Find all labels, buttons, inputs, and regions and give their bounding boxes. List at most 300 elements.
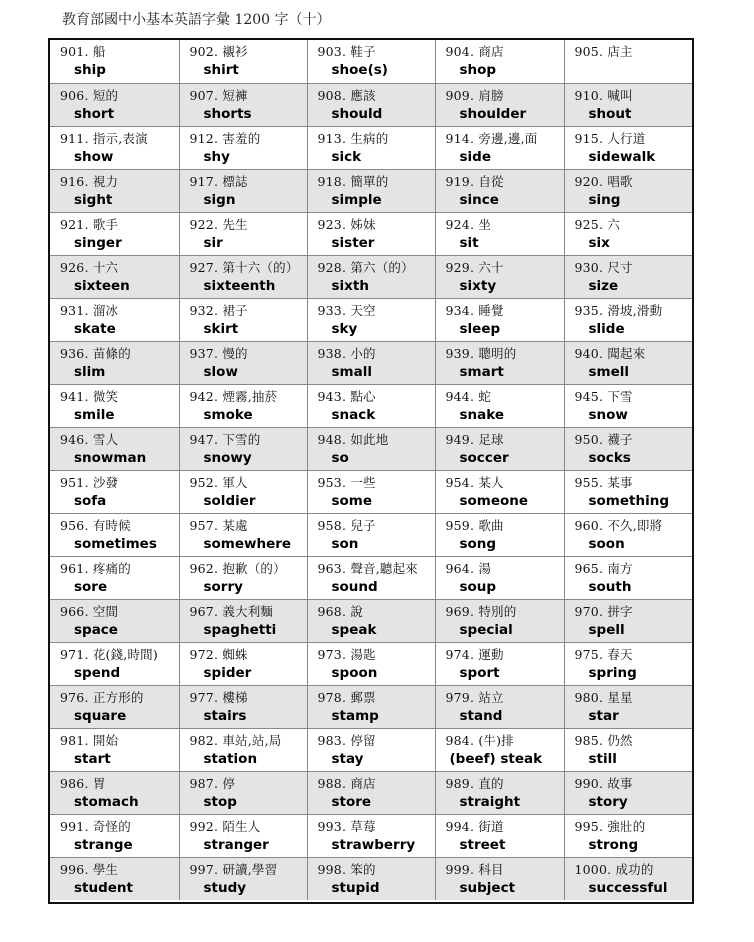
entry-number-and-meaning [436, 428, 564, 448]
entry-number: 980. [574, 689, 604, 705]
entry-number: 991. [60, 818, 89, 834]
chinese-meaning: 抱歉（的） [222, 560, 286, 576]
entry-number: 957. [189, 517, 219, 533]
chinese-meaning: 樓梯 [222, 689, 248, 705]
entry-number-and-meaning [180, 256, 307, 276]
english-word: stairs [203, 707, 247, 724]
entry-number-and-meaning [180, 514, 307, 534]
vocab-cell [564, 685, 692, 728]
english-word: sixth [331, 277, 369, 294]
chinese-meaning: 直的 [478, 775, 504, 791]
vocab-cell [307, 814, 435, 857]
english-word: sixteen [74, 277, 130, 294]
entry-number: 928. [317, 259, 347, 275]
entry-number: 970. [574, 603, 604, 619]
english-word: sir [203, 234, 223, 251]
entry-number-and-meaning [565, 385, 693, 405]
english-word: snake [459, 406, 505, 423]
entry-number-and-meaning [565, 600, 693, 620]
entry-number-and-meaning [436, 471, 564, 491]
english-word: size [588, 277, 619, 294]
vocab-cell [435, 169, 564, 212]
chinese-meaning: 六十 [478, 259, 504, 275]
entry-number-and-meaning [180, 127, 307, 147]
vocab-cell [564, 212, 692, 255]
entry-number: 941. [60, 388, 89, 404]
english-word: son [331, 535, 359, 552]
english-word: shirt [203, 62, 239, 78]
entry-number-and-meaning [308, 686, 435, 706]
english-word: soldier [203, 492, 256, 509]
vocab-cell [50, 341, 179, 384]
english-word: sore [74, 578, 108, 595]
vocab-cell [307, 642, 435, 685]
chinese-meaning: 停留 [350, 732, 376, 748]
entry-number-and-meaning [180, 858, 307, 878]
chinese-meaning: 空間 [92, 603, 119, 619]
entry-number: 929. [445, 259, 475, 275]
chinese-meaning: 蛇 [478, 388, 492, 404]
english-word: slow [203, 363, 238, 380]
english-word: sixty [459, 277, 497, 294]
entry-number: 986. [60, 775, 89, 791]
chinese-meaning: 生病的 [350, 130, 389, 146]
vocab-cell [50, 83, 179, 126]
vocab-row [50, 771, 692, 814]
chinese-meaning: 十六 [92, 259, 119, 275]
vocab-row [50, 513, 692, 556]
vocab-row [50, 427, 692, 470]
entry-number-and-meaning [50, 342, 179, 362]
vocab-cell [50, 40, 179, 83]
entry-number-and-meaning [180, 299, 307, 319]
english-word: square [74, 707, 127, 724]
entry-number-and-meaning [180, 815, 307, 835]
vocab-cell [435, 556, 564, 599]
vocab-cell [564, 126, 692, 169]
chinese-meaning: 微笑 [92, 388, 119, 404]
english-word: skirt [203, 320, 239, 337]
entry-number-and-meaning [180, 557, 307, 577]
vocab-cell [564, 298, 692, 341]
entry-number: 952. [189, 474, 219, 490]
entry-number-and-meaning [308, 858, 435, 878]
entry-number-and-meaning [436, 256, 564, 276]
chinese-meaning: 人行道 [607, 130, 646, 146]
entry-number: 992. [189, 818, 219, 834]
entry-number: 923. [317, 216, 347, 232]
entry-number: 918. [317, 173, 347, 189]
entry-number: 921. [60, 216, 89, 232]
entry-number: 903. [317, 44, 347, 59]
chinese-meaning: 說 [350, 603, 364, 619]
entry-number: 959. [445, 517, 475, 533]
entry-number: 974. [445, 646, 475, 662]
english-word: sport [459, 664, 500, 681]
entry-number: 965. [574, 560, 604, 576]
entry-number: 916. [60, 173, 89, 189]
chinese-meaning: 足球 [478, 431, 504, 447]
english-word: stranger [203, 836, 269, 853]
vocab-row [50, 556, 692, 599]
vocab-row [50, 255, 692, 298]
entry-number-and-meaning [180, 600, 307, 620]
chinese-meaning: 胃 [92, 775, 106, 791]
chinese-meaning: 襯衫 [222, 44, 248, 59]
vocab-cell [179, 728, 307, 771]
english-word: subject [459, 879, 516, 896]
vocab-cell [50, 212, 179, 255]
vocab-row [50, 814, 692, 857]
entry-number-and-meaning [436, 729, 564, 749]
entry-number-and-meaning [50, 858, 179, 878]
chinese-meaning: 聞起來 [607, 345, 646, 361]
entry-number: 926. [60, 259, 89, 275]
vocab-row [50, 857, 692, 900]
entry-number-and-meaning [436, 170, 564, 190]
chinese-meaning: 害羞的 [222, 130, 261, 146]
entry-number: 973. [317, 646, 347, 662]
english-word: stomach [74, 793, 139, 810]
entry-number-and-meaning [565, 127, 693, 147]
vocab-cell [50, 470, 179, 513]
entry-number-and-meaning [50, 84, 179, 104]
entry-number: 984. [445, 732, 475, 748]
entry-number: 968. [317, 603, 347, 619]
vocab-cell [435, 255, 564, 298]
english-word: star [588, 707, 619, 724]
vocab-cell [435, 83, 564, 126]
entry-number: 933. [317, 302, 347, 318]
chinese-meaning: 慢的 [222, 345, 248, 361]
entry-number-and-meaning [565, 170, 693, 190]
english-word: study [203, 879, 247, 896]
vocab-cell [564, 169, 692, 212]
english-word: soon [588, 535, 625, 552]
entry-number: 953. [317, 474, 347, 490]
english-word: strong [588, 836, 639, 853]
entry-number: 912. [189, 130, 219, 146]
chinese-meaning: 蜘蛛 [222, 646, 248, 662]
english-word: side [459, 148, 491, 165]
vocab-cell [307, 513, 435, 556]
english-word [565, 60, 693, 62]
entry-number: 907. [189, 87, 219, 103]
english-word: sing [588, 191, 621, 208]
entry-number-and-meaning [308, 170, 435, 190]
entry-number-and-meaning [308, 428, 435, 448]
entry-number: 913. [317, 130, 347, 146]
vocab-cell [307, 857, 435, 900]
vocab-cell [435, 771, 564, 814]
vocabulary-table [50, 40, 692, 900]
vocab-cell [564, 771, 692, 814]
chinese-meaning: 短褲 [222, 87, 248, 103]
vocab-cell [50, 857, 179, 900]
english-word: snowman [74, 449, 147, 466]
chinese-meaning: 自從 [478, 173, 504, 189]
entry-number-and-meaning [180, 213, 307, 233]
english-word: sky [331, 320, 358, 337]
vocab-cell [179, 599, 307, 642]
entry-number: 993. [317, 818, 347, 834]
entry-number-and-meaning [308, 385, 435, 405]
entry-number-and-meaning [308, 514, 435, 534]
entry-number-and-meaning [308, 815, 435, 835]
vocab-cell [307, 427, 435, 470]
entry-number: 979. [445, 689, 475, 705]
vocab-cell [564, 556, 692, 599]
entry-number: 972. [189, 646, 219, 662]
english-word: space [74, 621, 118, 638]
entry-number-and-meaning [180, 84, 307, 104]
english-word: singer [74, 234, 122, 251]
entry-number-and-meaning [50, 514, 179, 534]
chinese-meaning: 學生 [92, 861, 119, 877]
english-word: sound [331, 578, 378, 595]
vocab-cell [435, 642, 564, 685]
vocab-cell [179, 298, 307, 341]
english-word: smell [588, 363, 630, 380]
entry-number: 977. [189, 689, 219, 705]
entry-number: 925. [574, 216, 604, 232]
entry-number-and-meaning [180, 40, 307, 60]
chinese-meaning: 第六（的） [350, 259, 414, 275]
vocab-cell [435, 470, 564, 513]
english-word: short [74, 105, 115, 122]
english-word: street [459, 836, 506, 853]
vocab-cell [307, 771, 435, 814]
entry-number-and-meaning [565, 729, 693, 749]
entry-number: 944. [445, 388, 475, 404]
entry-number: 983. [317, 732, 347, 748]
english-word: strawberry [331, 836, 416, 853]
english-word: stay [331, 750, 364, 767]
chinese-meaning: 點心 [350, 388, 376, 404]
entry-number: 911. [60, 130, 89, 146]
entry-number-and-meaning [50, 428, 179, 448]
entry-number-and-meaning [50, 729, 179, 749]
entry-number: 975. [574, 646, 604, 662]
entry-number-and-meaning [180, 170, 307, 190]
vocab-cell [179, 341, 307, 384]
english-word: sleep [459, 320, 501, 337]
entry-number: 978. [317, 689, 347, 705]
chinese-meaning: 下雪 [607, 388, 633, 404]
chinese-meaning: 店主 [607, 44, 633, 59]
english-word: story [588, 793, 628, 810]
chinese-meaning: 軍人 [222, 474, 248, 490]
chinese-meaning: 標誌 [222, 173, 248, 189]
entry-number-and-meaning [436, 514, 564, 534]
entry-number-and-meaning [50, 815, 179, 835]
vocab-cell [179, 470, 307, 513]
chinese-meaning: 湯 [478, 560, 492, 576]
vocab-cell [435, 814, 564, 857]
vocab-cell [564, 427, 692, 470]
vocab-cell [307, 298, 435, 341]
entry-number-and-meaning [180, 471, 307, 491]
vocab-cell [564, 599, 692, 642]
vocab-cell [50, 556, 179, 599]
entry-number: 940. [574, 345, 604, 361]
vocab-cell [435, 384, 564, 427]
vocab-row [50, 642, 692, 685]
english-word: (beef) steak [449, 750, 543, 767]
chinese-meaning: 視力 [92, 173, 119, 189]
english-word: something [588, 492, 669, 509]
entry-number: 949. [445, 431, 475, 447]
entry-number: 971. [60, 646, 89, 662]
entry-number-and-meaning [308, 643, 435, 663]
vocab-row [50, 384, 692, 427]
entry-number: 995. [574, 818, 604, 834]
chinese-meaning: 簡單的 [350, 173, 389, 189]
entry-number-and-meaning [50, 772, 179, 792]
entry-number: 934. [445, 302, 475, 318]
entry-number-and-meaning [565, 40, 693, 60]
entry-number: 947. [189, 431, 219, 447]
chinese-meaning: 運動 [478, 646, 504, 662]
vocab-cell [50, 728, 179, 771]
vocab-cell [564, 857, 692, 900]
english-word: so [331, 449, 349, 466]
chinese-meaning: 雪人 [92, 431, 119, 447]
entry-number-and-meaning [50, 471, 179, 491]
entry-number: 982. [189, 732, 219, 748]
entry-number: 939. [445, 345, 475, 361]
entry-number-and-meaning [436, 342, 564, 362]
vocab-cell [179, 771, 307, 814]
entry-number-and-meaning [565, 815, 693, 835]
chinese-meaning: 特別的 [478, 603, 517, 619]
chinese-meaning: 仍然 [607, 732, 633, 748]
entry-number-and-meaning [50, 557, 179, 577]
entry-number: 930. [574, 259, 604, 275]
chinese-meaning: 指示,表演 [92, 130, 148, 146]
chinese-meaning: 短的 [92, 87, 119, 103]
entry-number: 904. [445, 44, 475, 59]
entry-number-and-meaning [308, 342, 435, 362]
chinese-meaning: 春天 [607, 646, 633, 662]
entry-number-and-meaning [308, 772, 435, 792]
entry-number: 920. [574, 173, 604, 189]
entry-number-and-meaning [436, 643, 564, 663]
english-word: shoe(s) [331, 62, 388, 78]
vocab-row [50, 298, 692, 341]
chinese-meaning: 故事 [607, 775, 633, 791]
vocab-cell [435, 728, 564, 771]
entry-number: 960. [574, 517, 604, 533]
chinese-meaning: 強壯的 [607, 818, 646, 834]
vocab-cell [50, 771, 179, 814]
entry-number-and-meaning [308, 213, 435, 233]
entry-number-and-meaning [565, 299, 693, 319]
chinese-meaning: 某處 [222, 517, 248, 533]
chinese-meaning: 旁邊,邊,面 [478, 130, 538, 146]
english-word: smart [459, 363, 504, 380]
entry-number: 906. [60, 87, 89, 103]
entry-number-and-meaning [180, 385, 307, 405]
entry-number-and-meaning [180, 428, 307, 448]
entry-number: 998. [317, 861, 347, 877]
entry-number: 999. [445, 861, 475, 877]
english-word: start [74, 750, 111, 767]
chinese-meaning: 肩膀 [478, 87, 504, 103]
english-word: spider [203, 664, 252, 681]
vocab-cell [50, 298, 179, 341]
english-word: still [588, 750, 617, 767]
vocab-cell [307, 341, 435, 384]
chinese-meaning: 湯匙 [350, 646, 376, 662]
chinese-meaning: 站立 [478, 689, 504, 705]
english-word: snowy [203, 449, 252, 466]
entry-number-and-meaning [565, 686, 693, 706]
chinese-meaning: 聲音,聽起來 [350, 560, 419, 576]
entry-number: 981. [60, 732, 89, 748]
english-word: south [588, 578, 632, 595]
chinese-meaning: 商店 [478, 44, 504, 59]
vocab-cell [307, 556, 435, 599]
page-title: 教育部國中小基本英語字彙 1200 字（十） [62, 12, 331, 28]
chinese-meaning: 某人 [478, 474, 504, 490]
entry-number-and-meaning [308, 299, 435, 319]
vocab-cell [564, 470, 692, 513]
entry-number: 976. [60, 689, 89, 705]
entry-number: 963. [317, 560, 347, 576]
vocab-cell [307, 599, 435, 642]
chinese-meaning: 疼痛的 [92, 560, 131, 576]
entry-number: 987. [189, 775, 219, 791]
vocab-cell [564, 40, 692, 83]
english-word: special [459, 621, 513, 638]
entry-number: 950. [574, 431, 604, 447]
chinese-meaning: 成功的 [615, 861, 654, 877]
entry-number: 985. [574, 732, 604, 748]
chinese-meaning: 坐 [478, 216, 492, 232]
entry-number: 919. [445, 173, 475, 189]
entry-number: 915. [574, 130, 604, 146]
english-word: sidewalk [588, 148, 656, 165]
english-word: stop [203, 793, 237, 810]
vocab-cell [179, 169, 307, 212]
entry-number-and-meaning [436, 557, 564, 577]
english-word: somewhere [203, 535, 292, 552]
entry-number-and-meaning [50, 686, 179, 706]
entry-number: 946. [60, 431, 89, 447]
vocab-cell [435, 341, 564, 384]
entry-number-and-meaning [436, 299, 564, 319]
english-word: shorts [203, 105, 252, 122]
vocab-cell [50, 427, 179, 470]
vocab-cell [50, 513, 179, 556]
vocab-cell [435, 126, 564, 169]
vocab-cell [50, 685, 179, 728]
vocab-row [50, 728, 692, 771]
entry-number: 964. [445, 560, 475, 576]
entry-number: 932. [189, 302, 219, 318]
entry-number-and-meaning [180, 643, 307, 663]
entry-number: 967. [189, 603, 219, 619]
entry-number: 936. [60, 345, 89, 361]
chinese-meaning: 車站,站,局 [222, 732, 282, 748]
entry-number: 997. [189, 861, 219, 877]
entry-number-and-meaning [565, 213, 693, 233]
entry-number: 989. [445, 775, 475, 791]
english-word: soup [459, 578, 497, 595]
vocab-cell [307, 126, 435, 169]
entry-number: 996. [60, 861, 89, 877]
